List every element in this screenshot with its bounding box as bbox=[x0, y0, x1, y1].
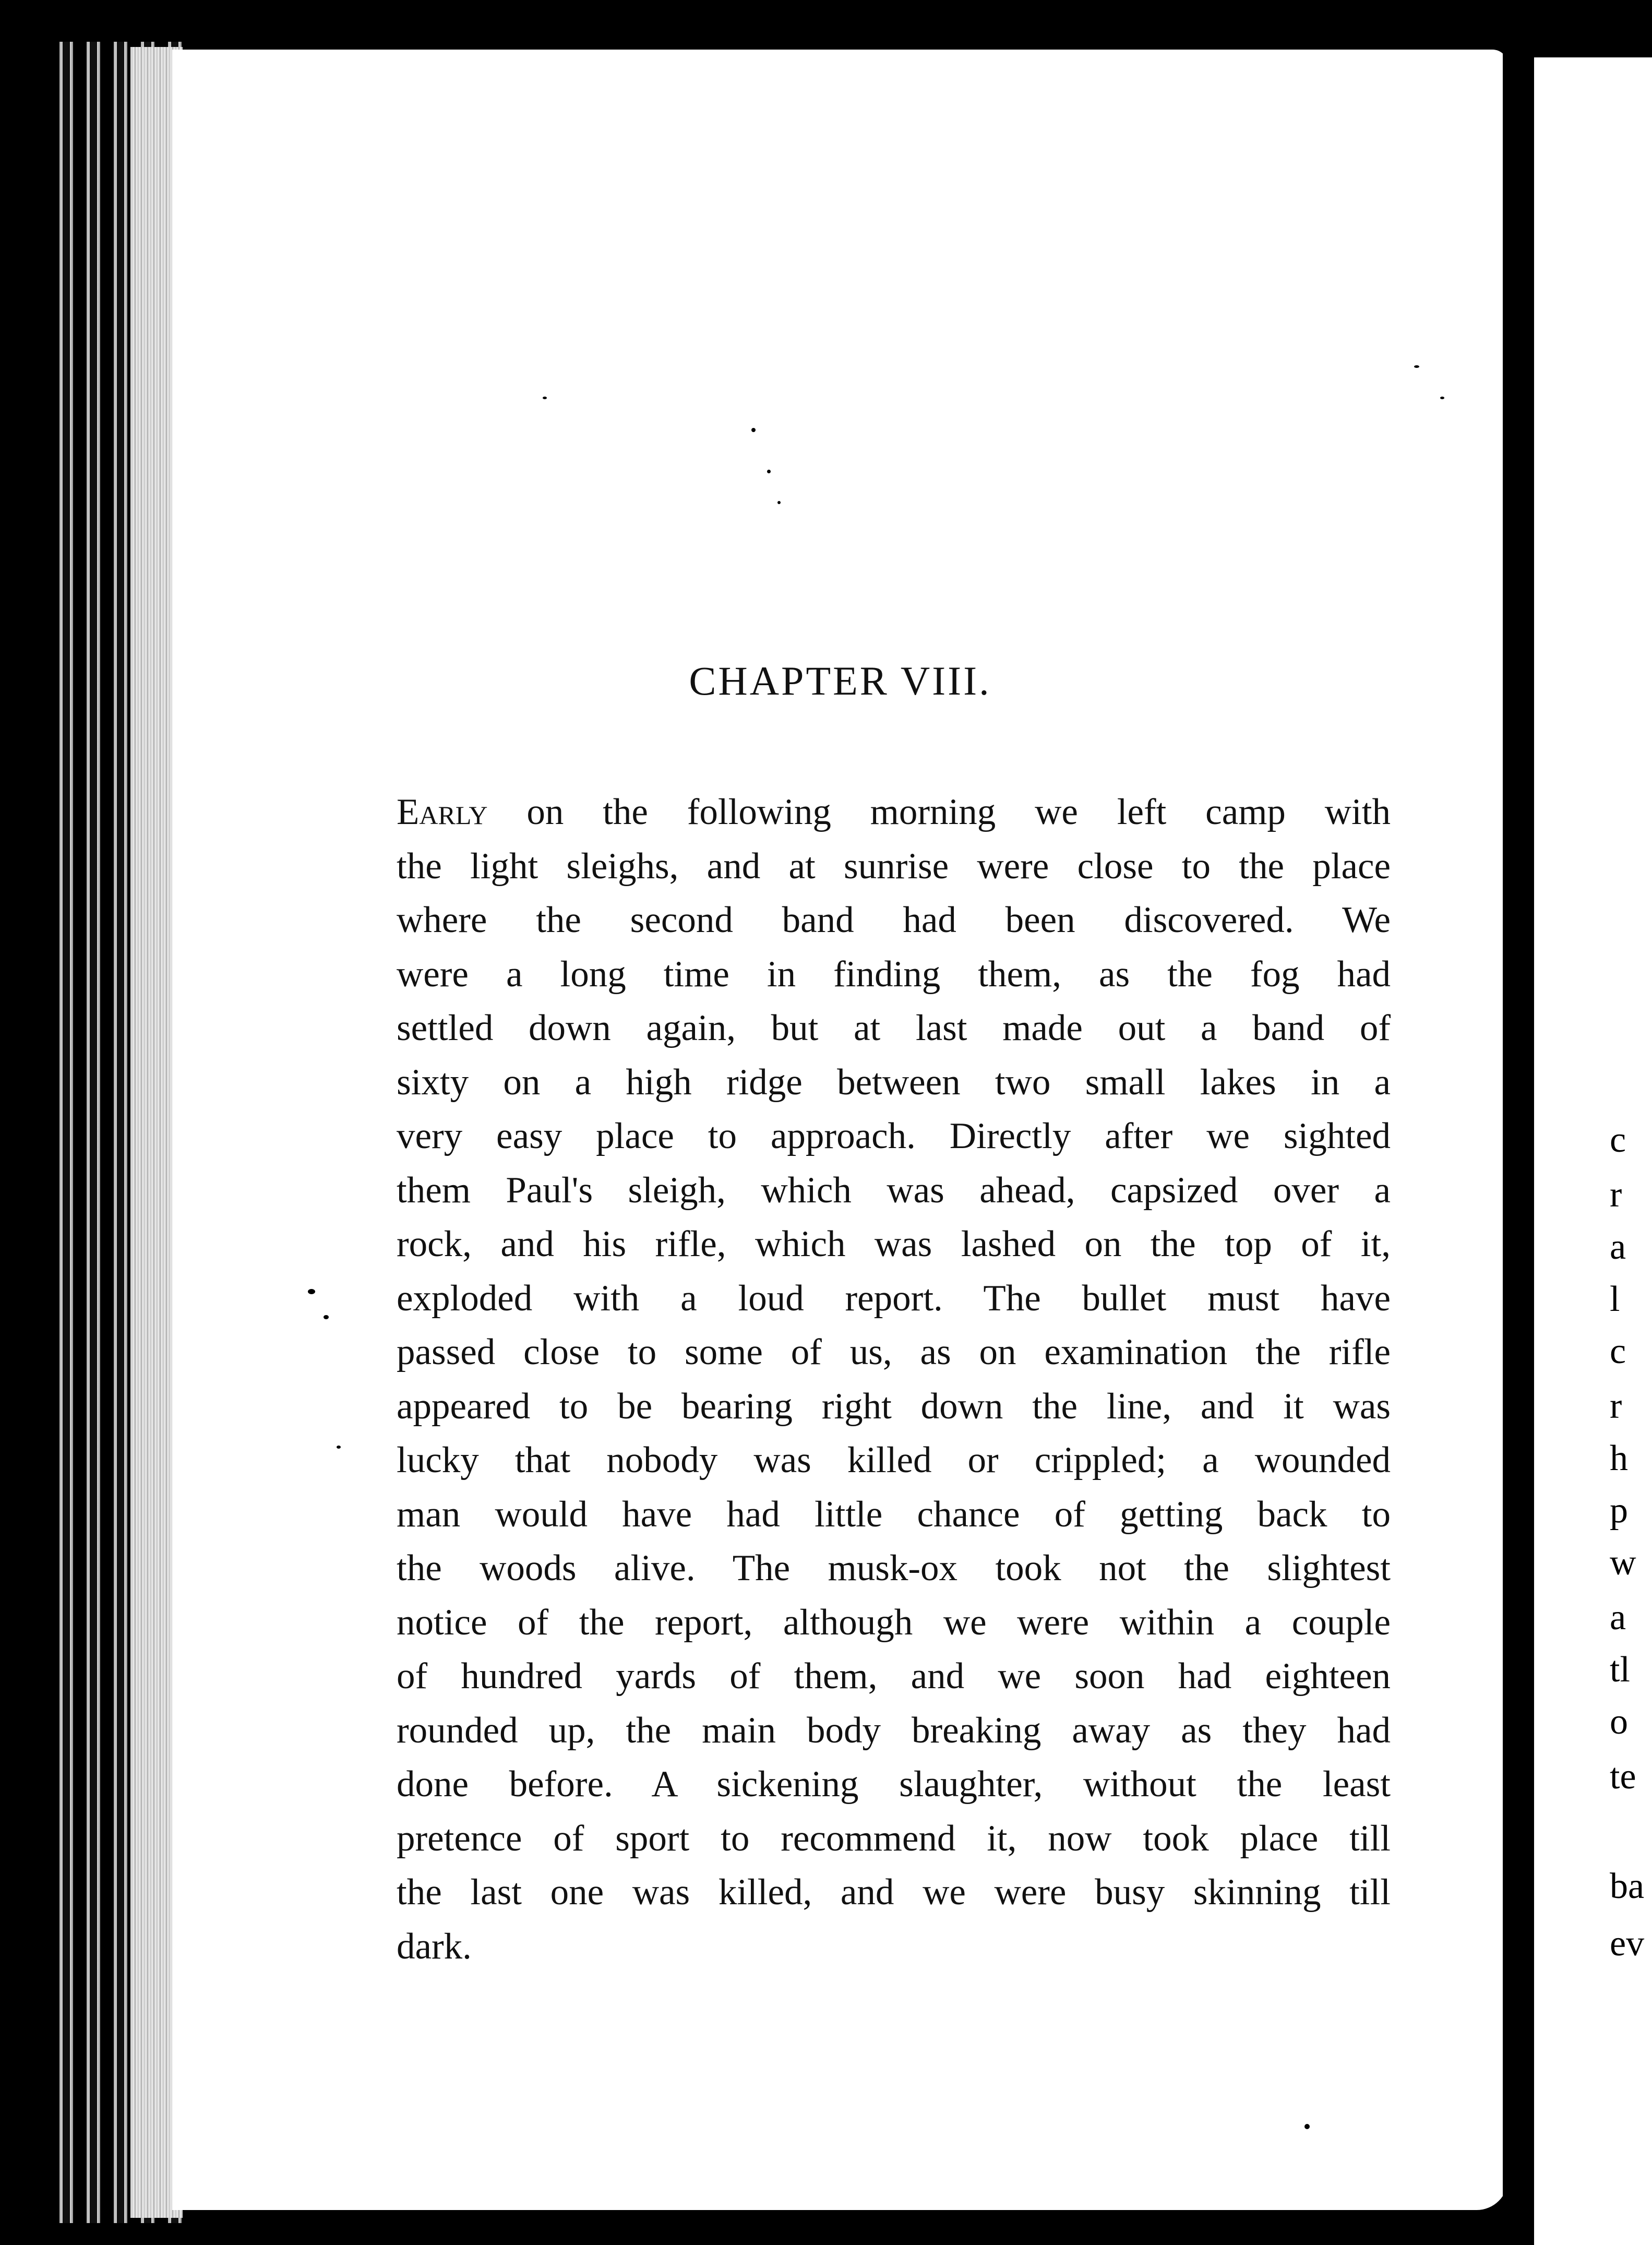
drop-word: Early bbox=[397, 792, 488, 832]
scan-speck bbox=[1304, 2124, 1310, 2129]
text-line: sixty on a high ridge between two small lakes in a bbox=[397, 1061, 1391, 1103]
text-line: very easy place to approach. Directly after we sighted bbox=[397, 1116, 1391, 1156]
text-line: pretence of sport to recommend it, now took place till bbox=[397, 1818, 1391, 1859]
text-line: the last one was killed, and we were busy skinning till bbox=[397, 1872, 1391, 1913]
chapter-body-text bbox=[397, 785, 1391, 1974]
text-line: man would have had little chance of getting back to bbox=[397, 1494, 1391, 1535]
adjacent-letter: c bbox=[1610, 1331, 1626, 1371]
text-line: were a long time in finding them, as the fog had bbox=[397, 953, 1391, 995]
book-gutter bbox=[1503, 42, 1534, 2223]
text-line: rock, and his rifle, which was lashed on the top of it, bbox=[397, 1224, 1391, 1264]
text-line: them Paul's sleigh, which was ahead, capsized over a bbox=[397, 1169, 1391, 1211]
adjacent-letter: w bbox=[1610, 1543, 1636, 1583]
text-line: lucky that nobody was killed or crippled; a wounded bbox=[397, 1440, 1391, 1480]
text-line: the woods alive. The musk-ox took not the slightest bbox=[397, 1548, 1391, 1589]
scan-speck bbox=[337, 1446, 341, 1449]
text-line: exploded with a loud report. The bullet must have bbox=[397, 1277, 1391, 1319]
adjacent-letter: a bbox=[1610, 1597, 1626, 1638]
adjacent-letter: a bbox=[1610, 1227, 1626, 1267]
text-line-rest: on the following morning we left camp with bbox=[487, 792, 1391, 832]
text-line: the light sleighs, and at sunrise were close to the place bbox=[397, 845, 1391, 887]
adjacent-letter: r bbox=[1610, 1175, 1622, 1215]
scan-speck bbox=[324, 1315, 329, 1319]
adjacent-letter: te bbox=[1610, 1757, 1636, 1797]
adjacent-page-text-fragments bbox=[1610, 0, 1652, 2245]
adjacent-letter: tl bbox=[1610, 1650, 1630, 1690]
text-line: done before. A sickening slaughter, without the least bbox=[397, 1764, 1391, 1805]
scan-speck bbox=[1414, 365, 1419, 368]
adjacent-letter: c bbox=[1610, 1120, 1626, 1160]
scan-speck bbox=[751, 428, 756, 432]
adjacent-letter: l bbox=[1610, 1279, 1620, 1319]
text-line: passed close to some of us, as on examination the rifle bbox=[397, 1332, 1391, 1372]
adjacent-letter: r bbox=[1610, 1386, 1622, 1426]
text-line: rounded up, the main body breaking away as they had bbox=[397, 1710, 1391, 1751]
text-line: notice of the report, although we were within a couple bbox=[397, 1602, 1391, 1643]
adjacent-letter: ev bbox=[1610, 1924, 1645, 1964]
scan-speck bbox=[308, 1289, 315, 1294]
chapter-title: CHAPTER VIII. bbox=[689, 658, 991, 703]
text-line: where the second band had been discovered. We bbox=[397, 900, 1391, 940]
text-line: dark. bbox=[397, 1926, 472, 1967]
adjacent-letter: h bbox=[1610, 1438, 1628, 1478]
adjacent-letter: p bbox=[1610, 1490, 1628, 1531]
text-line: settled down again, but at last made out a band of bbox=[397, 1008, 1391, 1048]
text-line bbox=[397, 785, 1391, 840]
scan-speck bbox=[777, 501, 781, 504]
scan-speck bbox=[1440, 397, 1444, 399]
scan-speck bbox=[543, 397, 547, 399]
scan-speck bbox=[767, 470, 771, 473]
adjacent-letter: ba bbox=[1610, 1866, 1645, 1906]
adjacent-letter: o bbox=[1610, 1702, 1628, 1742]
text-line: appeared to be bearing right down the line, and it was bbox=[397, 1386, 1391, 1427]
text-line: of hundred yards of them, and we soon had eighteen bbox=[397, 1656, 1391, 1697]
